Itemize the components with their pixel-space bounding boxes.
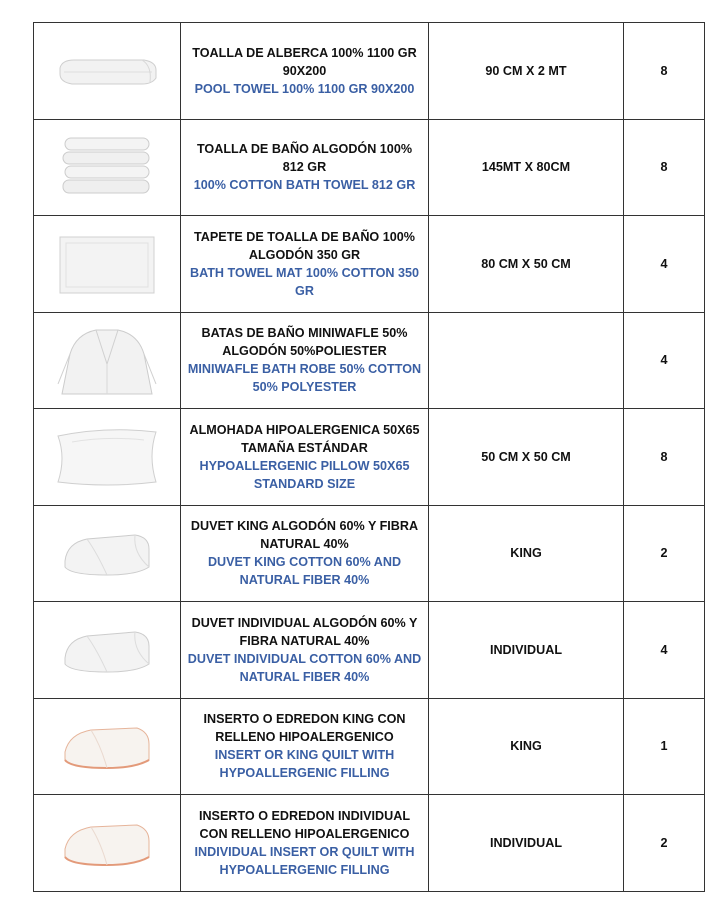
description-es: DUVET KING ALGODÓN 60% Y FIBRA NATURAL 40%: [190, 519, 419, 552]
description-en: INDIVIDUAL INSERT OR QUILT WITH HYPOALLERGENIC FILLING: [194, 844, 415, 877]
description-cell: [181, 505, 429, 602]
duvet-image: [57, 523, 157, 583]
table-row: [34, 312, 705, 409]
quantity-cell: 8: [624, 23, 705, 120]
description-cell: [181, 23, 429, 120]
table-row: [34, 795, 705, 892]
size-cell: INDIVIDUAL: [429, 602, 624, 699]
description-en: POOL TOWEL 100% 1100 GR 90X200: [194, 81, 415, 96]
description-es: TOALLA DE ALBERCA 100% 1100 GR 90X200: [192, 45, 417, 78]
table-row: [34, 23, 705, 120]
description-cell: [181, 216, 429, 313]
quantity-cell: 4: [624, 312, 705, 409]
product-image-cell: [34, 795, 181, 892]
table-row: [34, 119, 705, 216]
description-es: DUVET INDIVIDUAL ALGODÓN 60% Y FIBRA NATURAL 40%: [191, 615, 418, 648]
pillow-image: [52, 422, 162, 492]
description-en: DUVET INDIVIDUAL COTTON 60% AND NATURAL FIBER 40%: [187, 651, 422, 684]
quilt-image: [57, 813, 157, 873]
product-image-cell: [34, 698, 181, 795]
description-cell: [181, 312, 429, 409]
quantity-cell: 4: [624, 216, 705, 313]
product-image-cell: [34, 23, 181, 120]
description-en: 100% COTTON BATH TOWEL 812 GR: [193, 178, 416, 193]
bath-robe-image: [52, 324, 162, 396]
quantity-cell: 2: [624, 795, 705, 892]
table-row: [34, 602, 705, 699]
quilt-image: [57, 716, 157, 776]
description-es: TAPETE DE TOALLA DE BAÑO 100% ALGODÓN 350 GR: [194, 229, 415, 262]
product-table: [33, 22, 705, 892]
quantity-cell: 8: [624, 119, 705, 216]
description-es: INSERTO O EDREDON INDIVIDUAL CON RELLENO HIPOALERGENICO: [198, 808, 411, 841]
size-cell: 145MT X 80CM: [429, 119, 624, 216]
size-cell: 90 CM X 2 MT: [429, 23, 624, 120]
size-cell: [429, 312, 624, 409]
description-en: DUVET KING COTTON 60% AND NATURAL FIBER 40%: [207, 555, 402, 588]
quantity-cell: 8: [624, 409, 705, 506]
bath-mat-image: [52, 229, 162, 299]
product-image-cell: [34, 119, 181, 216]
product-image-cell: [34, 216, 181, 313]
description-cell: [181, 602, 429, 699]
description-es: ALMOHADA HIPOALERGENICA 50X65 TAMAÑA ESTÁNDAR: [189, 422, 420, 455]
description-es: BATAS DE BAÑO MINIWAFLE 50% ALGODÓN 50%POLIESTER: [201, 326, 408, 359]
pool-towel-image: [52, 46, 162, 96]
size-cell: 80 CM X 50 CM: [429, 216, 624, 313]
description-cell: [181, 698, 429, 795]
size-cell: KING: [429, 698, 624, 795]
table-row: [34, 698, 705, 795]
table-row: [34, 216, 705, 313]
description-en: MINIWAFLE BATH ROBE 50% COTTON 50% POLYESTER: [187, 362, 422, 395]
description-cell: [181, 409, 429, 506]
size-cell: KING: [429, 505, 624, 602]
description-cell: [181, 795, 429, 892]
quantity-cell: 1: [624, 698, 705, 795]
description-en: BATH TOWEL MAT 100% COTTON 350 GR: [189, 265, 420, 298]
product-image-cell: [34, 409, 181, 506]
product-image-cell: [34, 505, 181, 602]
size-cell: 50 CM X 50 CM: [429, 409, 624, 506]
description-cell: [181, 119, 429, 216]
quantity-cell: 4: [624, 602, 705, 699]
product-image-cell: [34, 602, 181, 699]
quantity-cell: 2: [624, 505, 705, 602]
description-es: INSERTO O EDREDON KING CON RELLENO HIPOALERGENICO: [203, 712, 406, 745]
table-row: [34, 409, 705, 506]
duvet-image: [57, 620, 157, 680]
description-es: TOALLA DE BAÑO ALGODÓN 100% 812 GR: [196, 142, 413, 175]
table-row: [34, 505, 705, 602]
size-cell: INDIVIDUAL: [429, 795, 624, 892]
product-image-cell: [34, 312, 181, 409]
bath-towel-stack-image: [57, 132, 157, 202]
product-table-body: [34, 23, 705, 892]
description-en: HYPOALLERGENIC PILLOW 50X65 STANDARD SIZE: [199, 458, 410, 491]
description-en: INSERT OR KING QUILT WITH HYPOALLERGENIC FILLING: [214, 748, 395, 781]
